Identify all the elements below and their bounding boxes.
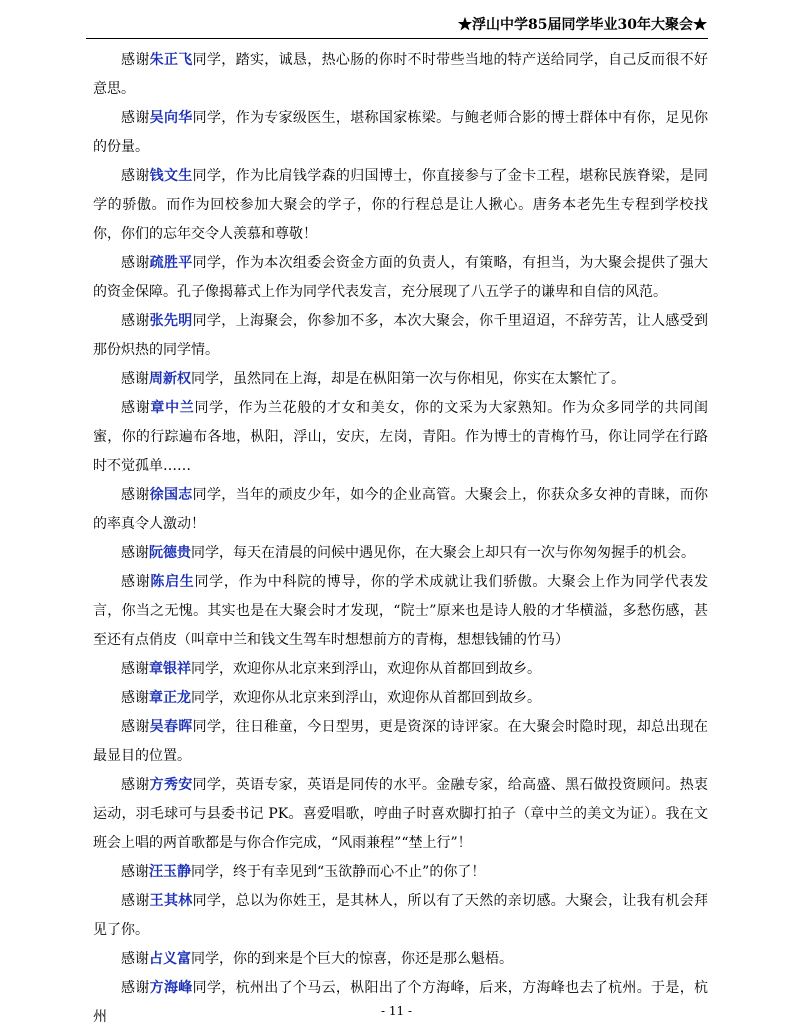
classmate-name: 陈启生 <box>150 574 195 590</box>
classmate-name: 章银祥 <box>149 661 191 677</box>
thanks-paragraph <box>93 713 708 771</box>
classmate-name: 疏胜平 <box>149 255 193 271</box>
thanks-lead: 感谢 <box>121 951 149 967</box>
thanks-lead: 感谢 <box>121 893 150 909</box>
classmate-name: 章正龙 <box>149 690 191 706</box>
thanks-text: 同学，作为兰花般的才女和美女，你的文采为大家熟知。作为众多同学的共同闺蜜，你的行踪遍布各地，枞阳，浮山，安庆，左岗，青阳。作为博士的青梅竹马，你让同学在行路时不觉孤单…… <box>93 400 709 474</box>
thanks-lead: 感谢 <box>121 574 151 590</box>
thanks-paragraph <box>93 394 708 481</box>
classmate-name: 占义富 <box>149 951 191 967</box>
thanks-lead: 感谢 <box>121 690 149 706</box>
thanks-lead: 感谢 <box>121 52 150 68</box>
thanks-paragraph <box>93 365 708 394</box>
thanks-text: 同学，往日稚童，今日型男，更是资深的诗评家。在大聚会时隐时现，却总出现在最显目的位置。 <box>93 719 709 764</box>
classmate-name: 章中兰 <box>150 400 195 416</box>
thanks-paragraph <box>93 162 708 249</box>
thanks-lead: 感谢 <box>121 313 150 329</box>
thanks-text: 同学，杭州出了个马云，枞阳出了个方海峰，后来，方海峰也去了杭州。于是，杭州 <box>93 980 709 1025</box>
thanks-lead: 感谢 <box>121 545 149 561</box>
classmate-name: 方海峰 <box>149 980 193 996</box>
header-rule <box>86 38 708 39</box>
thanks-text: 同学，当年的顽皮少年，如今的企业高管。大聚会上，你获众多女神的青睐，而你的率真令人激动！ <box>93 487 709 532</box>
thanks-paragraph <box>93 771 708 858</box>
thanks-text: 同学，作为本次组委会资金方面的负责人，有策略，有担当，为大聚会提供了强大的资金保障。孔子像揭幕式上作为同学代表发言，充分展现了八五学子的谦卑和自信的风范。 <box>93 255 709 300</box>
classmate-name: 吴向华 <box>149 110 193 126</box>
thanks-paragraph <box>93 46 708 104</box>
classmate-name: 张先明 <box>149 313 193 329</box>
thanks-paragraph <box>93 974 708 1032</box>
thanks-text: 同学，作为中科院的博导，你的学术成就让我们骄傲。大聚会上作为同学代表发言，你当之无愧。其实也是在大聚会时才发现，“院士”原来也是诗人般的才华横溢，多愁伤感，甚至还有点俏皮（叫章中兰和钱文生驾车时想想前方的青梅，想想钱铺的竹马） <box>93 574 709 648</box>
classmate-name: 汪玉静 <box>149 864 191 880</box>
thanks-paragraph <box>93 887 708 945</box>
thanks-lead: 感谢 <box>121 661 149 677</box>
classmate-name: 王其林 <box>149 893 193 909</box>
page-number: - 11 - <box>380 1004 412 1018</box>
thanks-text: 同学，英语专家，英语是同传的水平。金融专家，给高盛、黑石做投资顾问。热衷运动，羽毛球可与县委书记 PK。喜爱唱歌，哼曲子时喜欢脚打拍子（章中兰的美文为证）。我在文班会上唱的两首歌都是与你合作完成，“风雨兼程”“埜上行”！ <box>93 777 709 851</box>
document-body <box>93 46 708 1032</box>
thanks-paragraph <box>93 104 708 162</box>
classmate-name: 吴春晖 <box>149 719 193 735</box>
classmate-name: 朱正飞 <box>149 52 193 68</box>
thanks-paragraph <box>93 858 708 887</box>
thanks-paragraph <box>93 307 708 365</box>
thanks-lead: 感谢 <box>121 487 150 503</box>
thanks-text: 同学，虽然同在上海，却是在枞阳第一次与你相见，你实在太繁忙了。 <box>191 371 625 387</box>
thanks-text: 同学，终于有幸见到“玉欲静而心不止”的你了！ <box>191 864 486 880</box>
thanks-paragraph <box>93 684 708 713</box>
thanks-text: 同学，作为比肩钱学森的归国博士，你直接参与了金卡工程，堪称民族脊梁，是同学的骄傲。而作为回校参加大聚会的学子，你的行程总是让人揪心。唐务本老先生专程到学校找你，你们的忘年交令人羡慕和尊敬！ <box>93 168 709 242</box>
classmate-name: 阮德贵 <box>149 545 191 561</box>
thanks-text: 同学，上海聚会，你参加不多，本次大聚会，你千里迢迢，不辞劳苦，让人感受到那份炽热的同学情。 <box>93 313 709 358</box>
thanks-paragraph <box>93 945 708 974</box>
thanks-text: 同学，每天在清晨的问候中遇见你，在大聚会上却只有一次与你匆匆握手的机会。 <box>191 545 695 561</box>
thanks-lead: 感谢 <box>121 719 150 735</box>
thanks-lead: 感谢 <box>121 777 150 793</box>
thanks-paragraph <box>93 539 708 568</box>
thanks-text: 同学，踏实，诚恳，热心肠的你时不时带些当地的特产送给同学，自己反而很不好意思。 <box>93 52 709 97</box>
thanks-lead: 感谢 <box>121 371 149 387</box>
thanks-text: 同学，总以为你姓王，是其林人，所以有了天然的亲切感。大聚会，让我有机会拜见了你。 <box>93 893 709 938</box>
page-header: ★浮山中学85届同学毕业30年大聚会★ <box>458 17 707 33</box>
thanks-lead: 感谢 <box>121 255 150 271</box>
thanks-text: 同学，作为专家级医生，堪称国家栋梁。与鲍老师合影的博士群体中有你，足见你的份量。 <box>93 110 709 155</box>
thanks-paragraph <box>93 249 708 307</box>
thanks-lead: 感谢 <box>121 110 150 126</box>
thanks-text: 同学，欢迎你从北京来到浮山，欢迎你从首都回到故乡。 <box>191 661 541 677</box>
classmate-name: 方秀安 <box>149 777 193 793</box>
thanks-paragraph <box>93 568 708 655</box>
thanks-text: 同学，欢迎你从北京来到浮山，欢迎你从首都回到故乡。 <box>191 690 541 706</box>
thanks-paragraph <box>93 655 708 684</box>
classmate-name: 钱文生 <box>149 168 193 184</box>
thanks-lead: 感谢 <box>121 980 150 996</box>
classmate-name: 周新权 <box>149 371 191 387</box>
thanks-lead: 感谢 <box>121 864 149 880</box>
thanks-lead: 感谢 <box>121 168 150 184</box>
thanks-lead: 感谢 <box>121 400 151 416</box>
classmate-name: 徐国志 <box>149 487 193 503</box>
thanks-text: 同学，你的到来是个巨大的惊喜，你还是那么魁梧。 <box>191 951 513 967</box>
thanks-paragraph <box>93 481 708 539</box>
